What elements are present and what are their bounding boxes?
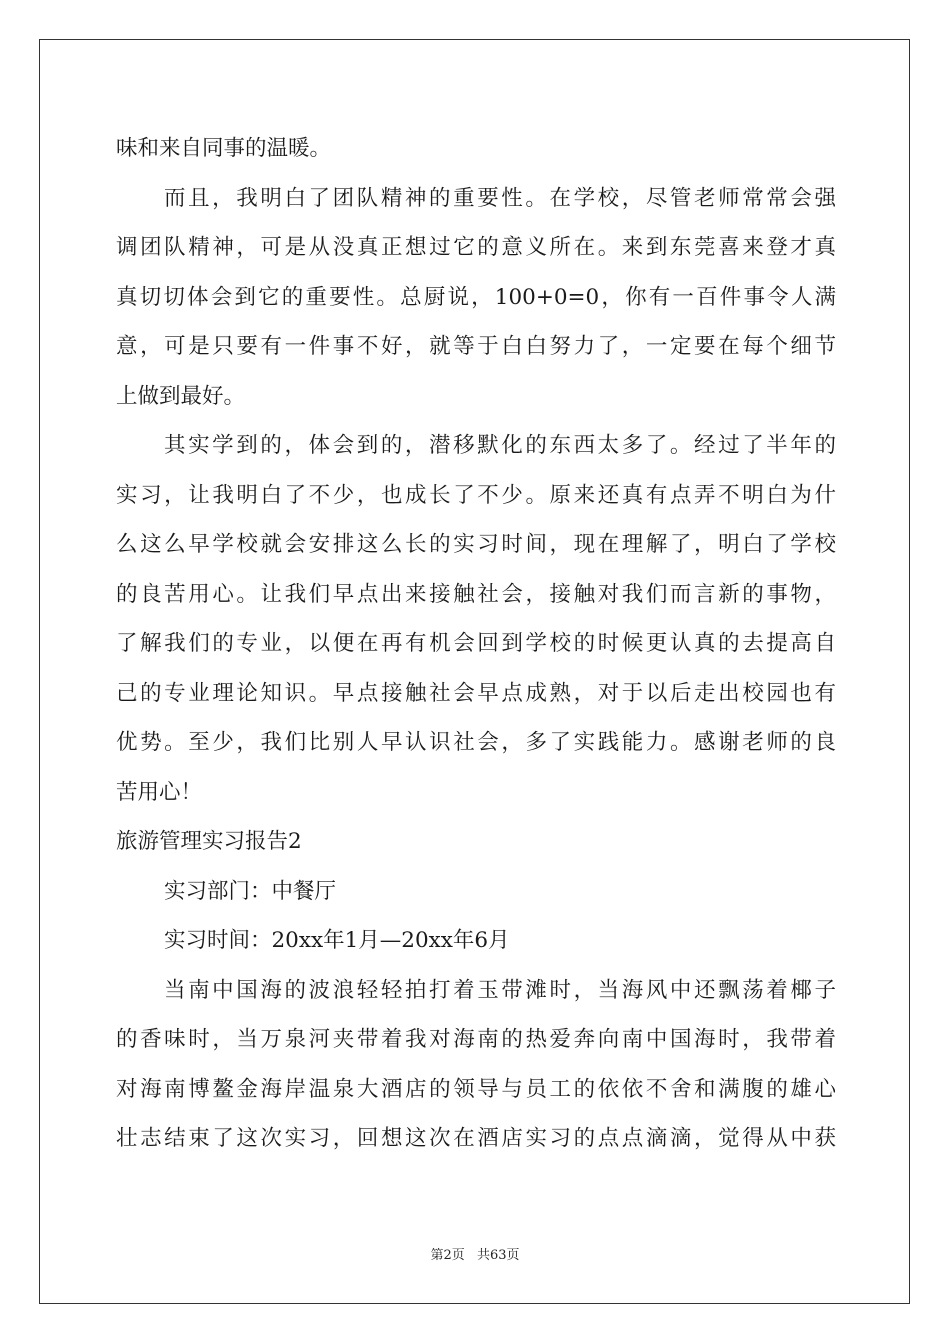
text-line: 而且，我明白了团队精神的重要性。在学校，尽管老师常常会强 [164, 185, 836, 211]
section-heading: 旅游管理实习报告2 [116, 829, 302, 854]
text-line: 实习时间：20xx年1月—20xx年6月 [164, 928, 510, 953]
text-line: 么这么早学校就会安排这么长的实习时间，现在理解了，明白了学校 [116, 532, 836, 557]
text-line: 当南中国海的波浪轻轻拍打着玉带滩时，当海风中还飘荡着椰子 [164, 977, 836, 1003]
text-line: 上做到最好。 [116, 383, 246, 409]
text-line: 优势。至少，我们比别人早认识社会，多了实践能力。感谢老师的良 [116, 730, 836, 755]
text-line: 真切切体会到它的重要性。总厨说，100+0=0，你有一百件事令人满 [116, 284, 836, 310]
page-footer [0, 1244, 950, 1263]
text-line: 壮志结束了这次实习，回想这次在酒店实习的点点滴滴，觉得从中获 [116, 1126, 836, 1151]
text-line: 实习，让我明白了不少，也成长了不少。原来还真有点弄不明白为什 [116, 482, 836, 508]
text-line: 味和来自同事的温暖。 [116, 136, 332, 161]
text-line: 己的专业理论知识。早点接触社会早点成熟，对于以后走出校园也有 [116, 680, 836, 706]
text-line: 的香味时，当万泉河夹带着我对海南的热爱奔向南中国海时，我带着 [116, 1027, 836, 1052]
page-number: 第2页 [430, 1248, 465, 1263]
text-line: 意，可是只要有一件事不好，就等于白白努力了，一定要在每个细节 [116, 334, 836, 359]
text-line: 对海南博鳌金海岸温泉大酒店的领导与员工的依依不舍和满腹的雄心 [116, 1076, 836, 1102]
text-line: 调团队精神，可是从没真正想过它的意义所在。来到东莞喜来登才真 [116, 235, 836, 260]
text-line: 其实学到的，体会到的，潜移默化的东西太多了。经过了半年的 [164, 433, 836, 458]
page-total: 共63页 [476, 1248, 520, 1263]
text-line: 了解我们的专业，以便在再有机会回到学校的时候更认真的去提高自 [116, 631, 836, 656]
text-line: 苦用心！ [116, 779, 203, 805]
document-body [116, 124, 836, 1164]
text-line: 实习部门：中餐厅 [164, 878, 337, 904]
text-line: 的良苦用心。让我们早点出来接触社会，接触对我们而言新的事物， [116, 581, 836, 607]
